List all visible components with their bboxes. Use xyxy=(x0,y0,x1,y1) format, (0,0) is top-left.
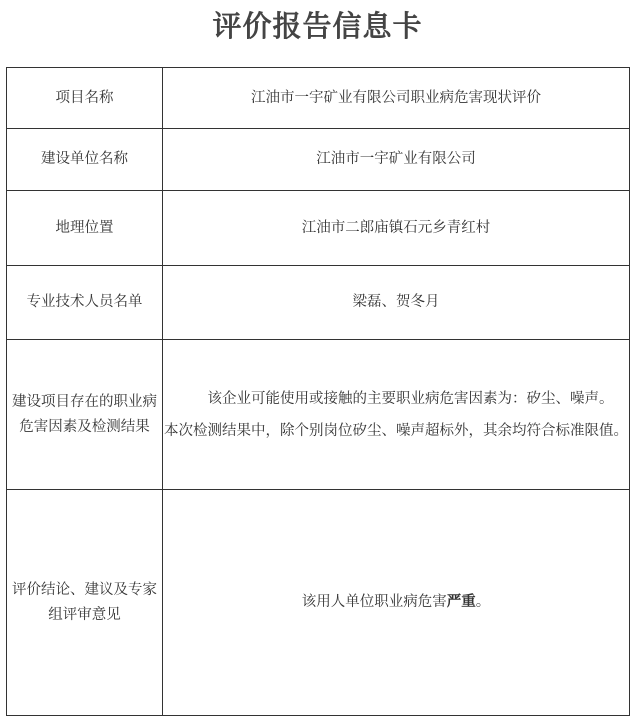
table-row xyxy=(7,129,630,191)
row-label-technicians: 专业技术人员名单 xyxy=(7,266,163,340)
row-label-conclusion: 评价结论、建议及专家组评审意见 xyxy=(7,490,163,716)
conclusion-emphasis: 严重 xyxy=(446,594,476,610)
table-row xyxy=(7,266,630,340)
row-label-hazard-factors: 建设项目存在的职业病危害因素及检测结果 xyxy=(7,340,163,490)
page-title: 评价报告信息卡 xyxy=(212,9,423,43)
row-label-construction-unit: 建设单位名称 xyxy=(7,129,163,191)
row-label-project-name: 项目名称 xyxy=(7,68,163,129)
row-value-location: 江油市二郎庙镇石元乡青红村 xyxy=(163,191,630,266)
row-value-conclusion xyxy=(163,490,630,716)
row-value-project-name: 江油市一宇矿业有限公司职业病危害现状评价 xyxy=(163,68,630,129)
conclusion-suffix: 。 xyxy=(475,594,491,610)
detection-result-paragraph: 本次检测结果中，除个别岗位矽尘、噪声超标外，其余均符合标准限值。 xyxy=(164,422,628,439)
row-value-hazard-factors xyxy=(163,340,630,490)
info-card-table xyxy=(6,67,630,716)
table-row xyxy=(7,490,630,716)
row-value-technicians: 梁磊、贺冬月 xyxy=(163,266,630,340)
row-value-construction-unit: 江油市一宇矿业有限公司 xyxy=(163,129,630,191)
hazard-factors-paragraph: 该企业可能使用或接触的主要职业病危害因素为：矽尘、噪声。 xyxy=(207,390,614,407)
table-row xyxy=(7,191,630,266)
table-row xyxy=(7,340,630,490)
conclusion-text: 该用人单位职业病危害 xyxy=(301,594,447,610)
row-label-location: 地理位置 xyxy=(7,191,163,266)
table-row xyxy=(7,68,630,129)
